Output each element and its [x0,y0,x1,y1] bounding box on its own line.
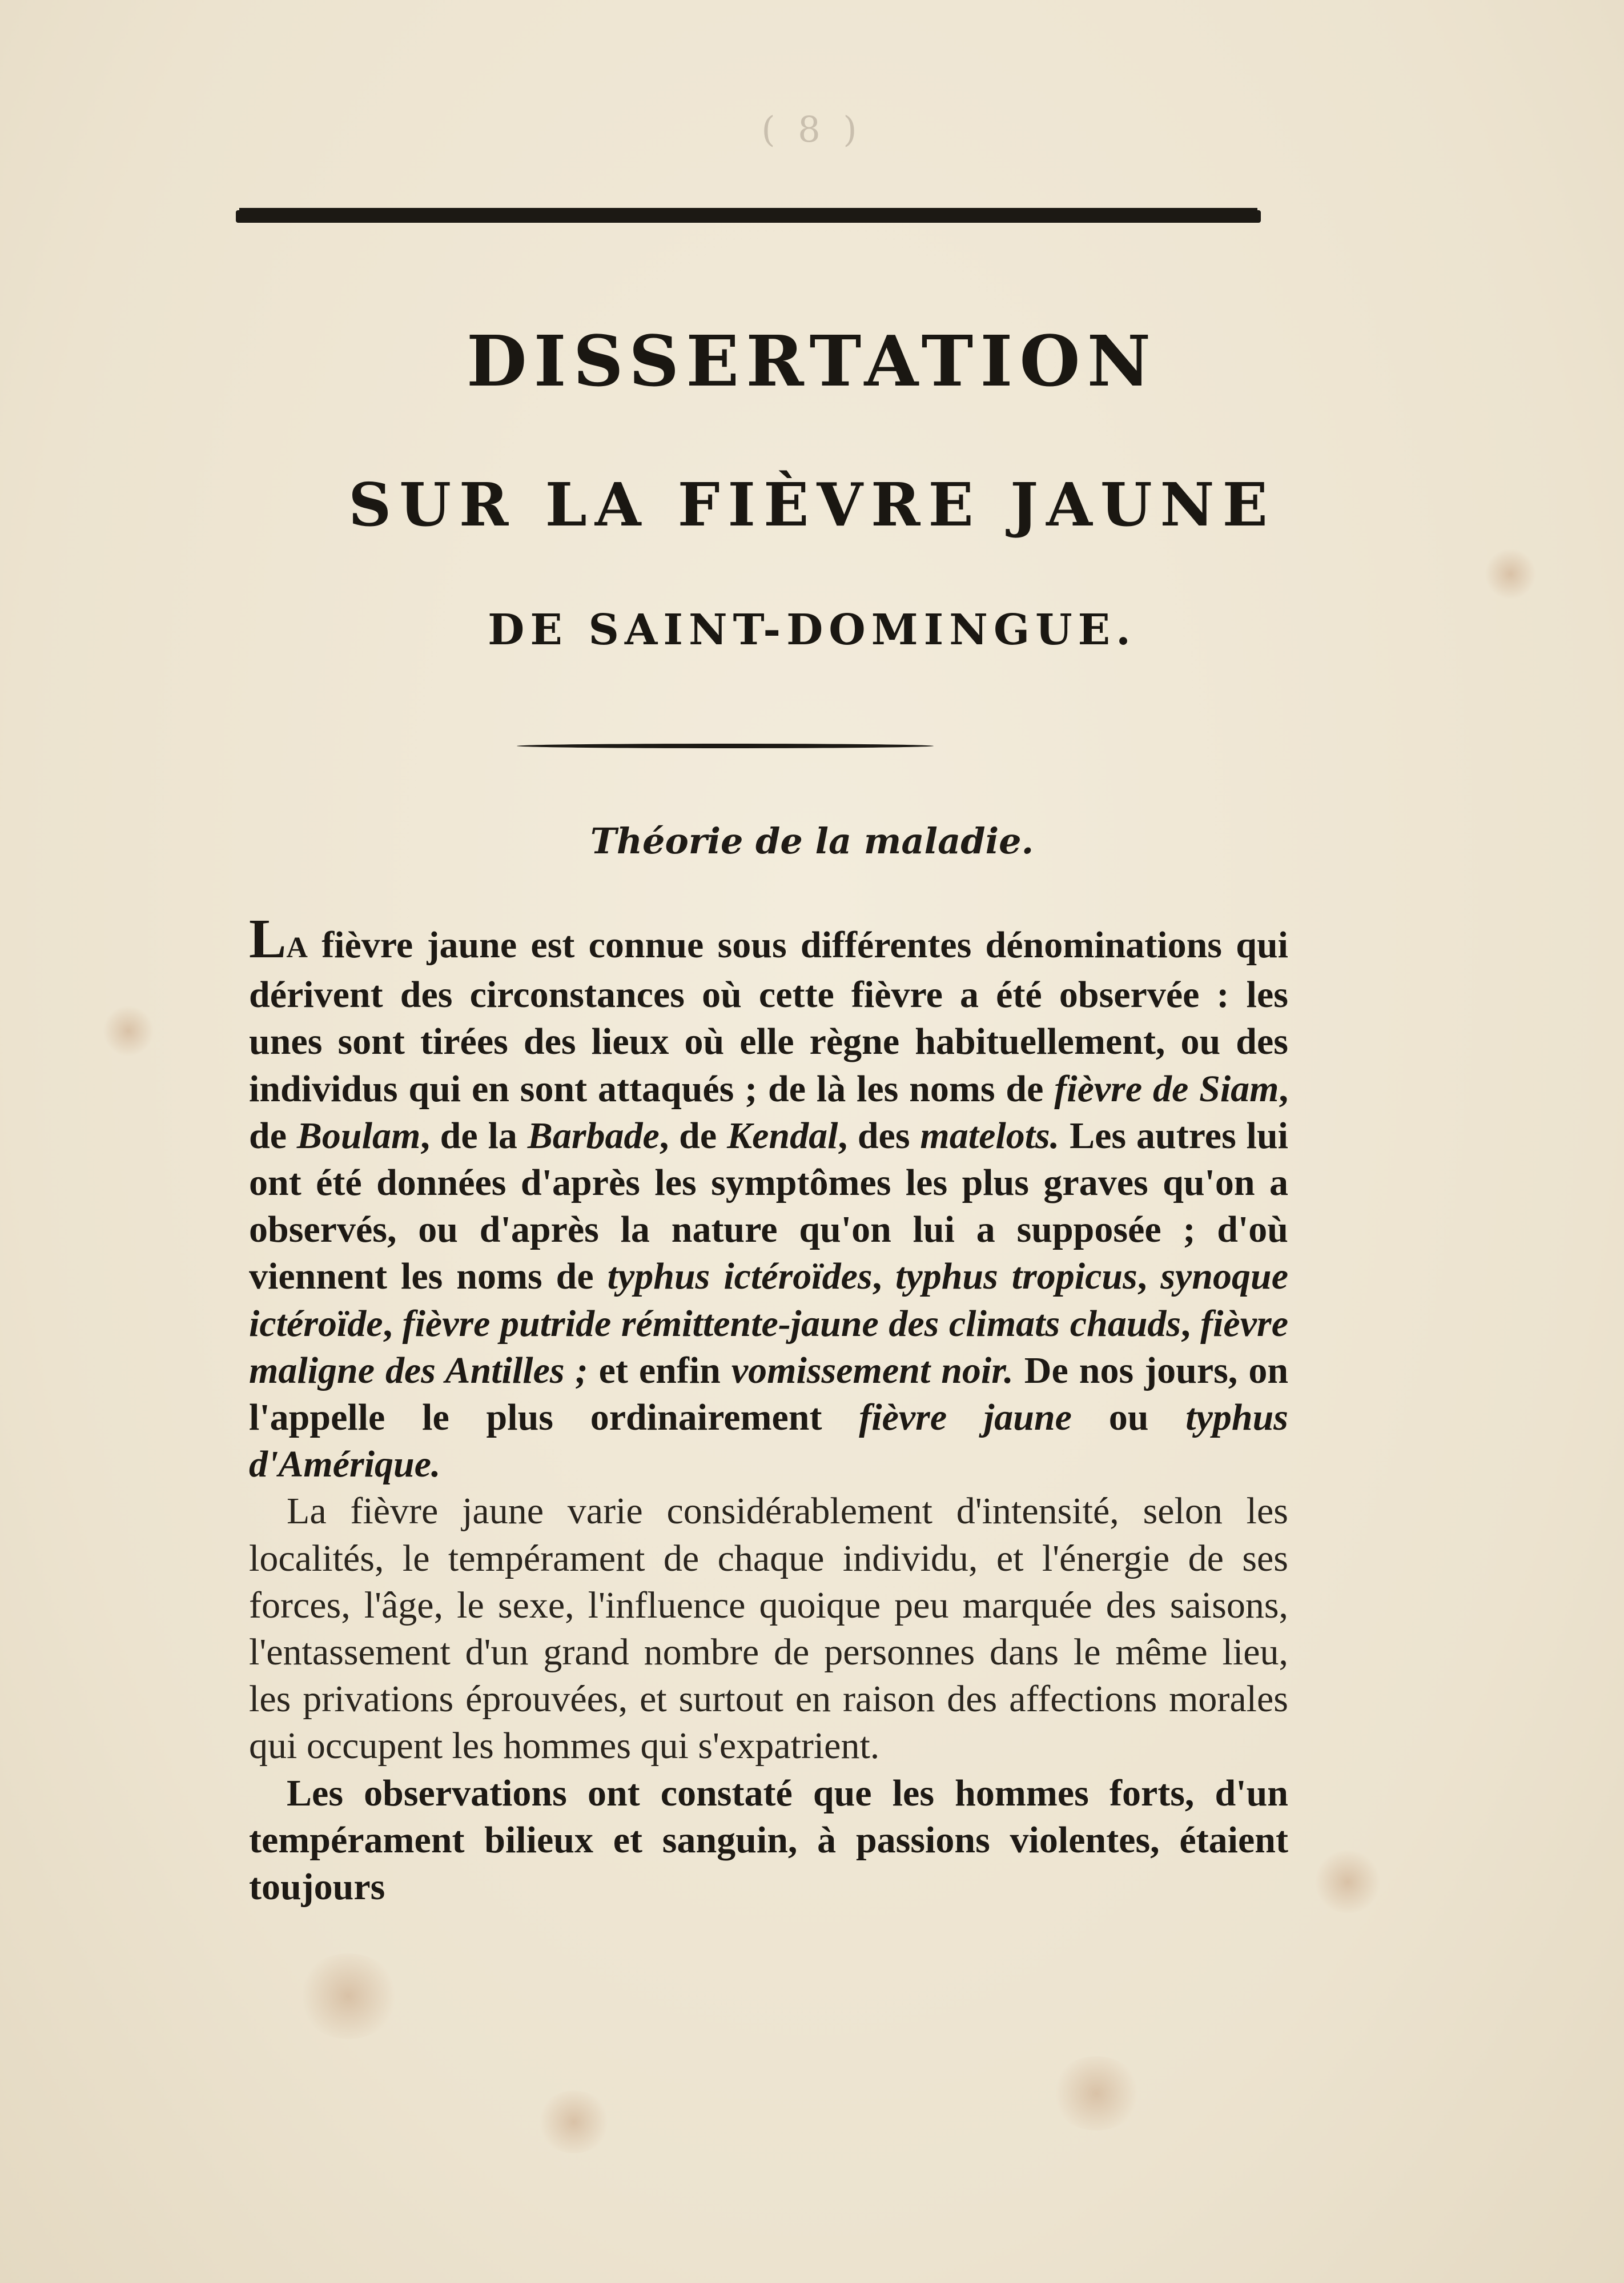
foxing-stain [103,1005,154,1057]
paragraph-2: La fièvre jaune varie considérablement d'intensité, selon les localités, le tempérament de chaque individu, et l'énergie de ses forces, l'âge, le sexe, l'influence quoique peu marquée des saisons, l'entassement d'un grand nombre de personnes dans le même lieu, les privations éprouvées, et surtout en raison des affections morales qui occupent les hommes qui s'expatrient. [249,1490,1288,1767]
text-segment: , [872,1255,896,1298]
text-segment: , [1137,1255,1161,1298]
foxing-stain [297,1953,400,2039]
drop-cap: L [249,908,287,970]
italic-term: typhus tropicus [895,1255,1137,1298]
text-segment: , [1181,1302,1201,1345]
drop-cap-small: A [286,932,308,964]
body-text [249,908,1289,1911]
text-segment: Les autres lui ont été données d'après les symptômes les plus graves qu'on a observés, ou d'après la nature qu'on lui a supposée ; d'où viennent les noms de [249,1114,1289,1298]
italic-term: fièvre putride rémittente-jaune des climats chauds [402,1302,1181,1345]
foxing-stain [1313,1851,1382,1913]
italic-term: fièvre de Siam [1054,1068,1279,1110]
title-line-2: SUR LA FIÈVRE JAUNE [348,470,1276,540]
text-segment: , de [659,1114,727,1157]
italic-term: fièvre jaune [859,1397,1072,1439]
page-number: ( 8 ) [761,109,863,150]
title-line-3: DE SAINT-DOMINGUE. [488,605,1136,655]
ornamental-rule [517,744,934,748]
text-segment: fièvre jaune est connue sous différentes dénominations qui dérivent des circonstances où cette fièvre a été observée : les unes sont tirées des lieux où elle règne habituellement, ou des individus qui en sont attaqués ; de là les noms de [249,924,1288,1110]
text-segment: De nos jours, on l'appelle le plus ordinairement [249,1349,1289,1439]
italic-term: typhus d'Amérique. [249,1397,1288,1486]
italic-term: typhus ictéroïdes [607,1255,873,1298]
text-segment: , de la [420,1114,528,1157]
italic-term: fièvre maligne des Antilles ; [249,1302,1288,1391]
text-segment: et enfin [588,1349,731,1391]
text-segment: , [383,1302,403,1345]
text-segment: ou [1071,1397,1186,1439]
foxing-stain [1051,2056,1142,2130]
italic-term: Boulam [296,1114,421,1157]
paragraph-1 [249,908,1289,1488]
italic-term: synoque ictéroïde [249,1255,1288,1345]
text-segment: , de [249,1068,1288,1157]
top-rule [236,210,1261,223]
title-line-1: DISSERTATION [466,320,1158,402]
section-title: Théorie de la maladie. [590,820,1034,862]
italic-term: matelots. [920,1114,1060,1157]
paragraph-3: Les observations ont constaté que les hommes forts, d'un tempérament bilieux et sanguin, à passions violentes, étaient toujours [249,1772,1288,1908]
foxing-stain [1485,548,1536,600]
foxing-stain [537,2091,611,2153]
italic-term: vomissement noir. [731,1349,1014,1391]
text-segment: , des [838,1114,920,1157]
italic-term: Kendal [727,1114,838,1157]
italic-term: Barbade [527,1114,660,1157]
